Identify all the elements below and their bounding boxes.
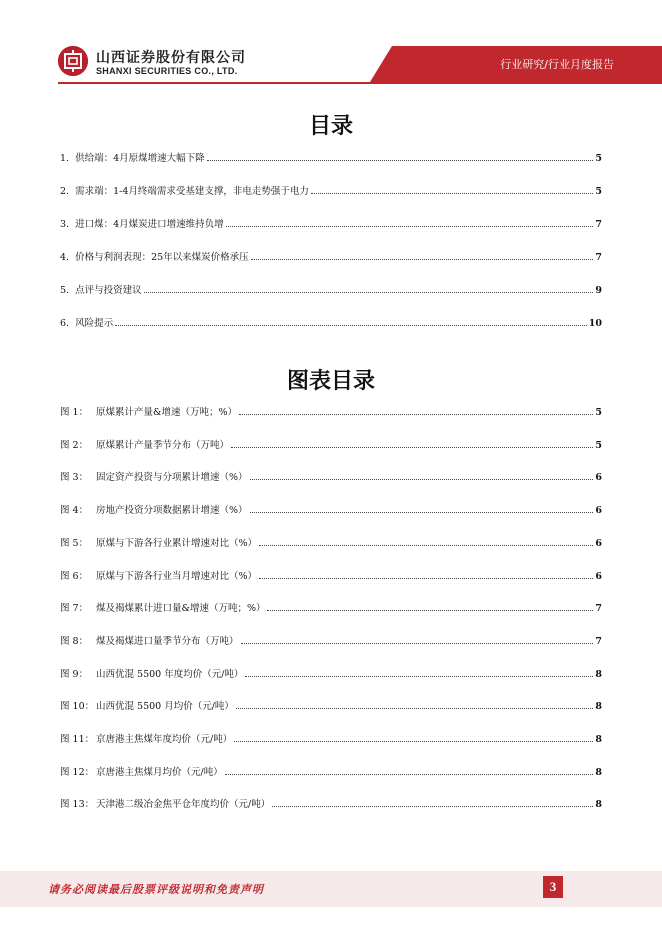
toc-entry[interactable] (60, 313, 602, 329)
dot-leader (251, 258, 594, 260)
shanxi-securities-logo-icon (58, 46, 88, 76)
dot-leader (241, 642, 594, 644)
figure-number: 图 7： (60, 603, 89, 615)
toc-page-number: 8 (595, 799, 602, 811)
toc-page-number: 8 (595, 668, 602, 680)
figure-toc-entry[interactable] (60, 402, 602, 418)
toc-entry-title: 需求端：1-4月终端需求受基建支撑，非电走势强于电力 (75, 186, 309, 197)
figure-number: 图 2： (60, 439, 89, 451)
figure-number: 图 5： (60, 537, 89, 549)
toc-page-number: 5 (595, 153, 602, 164)
dot-leader (267, 609, 593, 611)
toc-entry-title: 价格与利润表现：25年以来煤炭价格承压 (75, 252, 249, 263)
company-name-en: SHANXI SECURITIES CO., LTD. (96, 66, 238, 76)
figure-title: 原煤累计产量&增速（万吨；%） (96, 407, 237, 418)
toc-entry-title: 进口煤：4月煤炭进口增速维持负增 (75, 219, 224, 230)
figure-number: 图 9： (60, 668, 89, 680)
toc-page-number: 7 (595, 635, 602, 647)
figure-toc-entry[interactable] (60, 533, 602, 549)
figure-toc-entry[interactable] (60, 631, 602, 647)
report-type-label: 行业研究/行业月度报告 (500, 58, 614, 71)
figure-toc-entry[interactable] (60, 598, 602, 614)
toc-page-number: 8 (595, 701, 602, 713)
figure-number: 图 11： (60, 734, 95, 745)
figure-toc-entry[interactable] (60, 794, 602, 810)
dot-leader (272, 805, 593, 807)
toc-entry-number: 6. (60, 318, 70, 329)
toc-entry-title: 供给端：4月原煤增速大幅下降 (75, 153, 205, 164)
figure-title: 原煤累计产量季节分布（万吨） (96, 439, 230, 451)
figure-number: 图 4： (60, 505, 89, 517)
figure-title: 原煤与下游各行业当月增速对比（%） (96, 570, 258, 582)
toc-title: 目录 (308, 114, 353, 139)
toc-entry[interactable] (60, 181, 602, 197)
toc-entry[interactable] (60, 148, 602, 164)
dot-leader (207, 159, 594, 161)
figure-toc-entry[interactable] (60, 664, 602, 680)
company-name-cn: 山西证券股份有限公司 (96, 50, 246, 66)
dot-leader (259, 544, 593, 546)
toc-page-number: 7 (595, 252, 602, 263)
figure-title: 原煤与下游各行业累计增速对比（%） (96, 537, 258, 549)
toc-page-number: 7 (595, 603, 602, 615)
toc-entry[interactable] (60, 280, 602, 296)
figure-number: 图 12： (60, 766, 95, 778)
figure-toc-entry[interactable] (60, 467, 602, 483)
dot-leader (245, 675, 593, 677)
toc-entry-number: 2. (60, 186, 70, 197)
dot-leader (225, 773, 594, 775)
toc-page-number: 9 (595, 285, 602, 296)
figures-toc-title: 图表目录 (286, 369, 375, 394)
figure-number: 图 8： (60, 635, 89, 647)
dot-leader (236, 707, 593, 709)
toc-page-number: 5 (595, 186, 602, 197)
toc-page-number: 7 (595, 219, 602, 230)
dot-leader (250, 478, 594, 480)
figure-number: 图 3： (60, 472, 89, 484)
dot-leader (234, 740, 593, 742)
figure-toc-entry[interactable] (60, 500, 602, 516)
figure-number: 图 13： (60, 799, 95, 811)
figure-toc-entry[interactable] (60, 435, 602, 451)
toc-page-number: 6 (595, 505, 602, 517)
figure-title: 京唐港主焦煤年度均价（元/吨） (96, 734, 233, 745)
toc-page-number: 8 (595, 766, 602, 778)
figure-title: 煤及褐煤累计进口量&增速（万吨；%） (96, 603, 266, 615)
figure-toc-entry[interactable] (60, 762, 602, 778)
toc-page-number: 5 (595, 439, 602, 451)
toc-entry[interactable] (60, 214, 602, 230)
toc-page-number: 5 (595, 407, 602, 418)
dot-leader (226, 225, 594, 227)
toc-page-number: 10 (588, 318, 602, 329)
toc-entry-number: 5. (60, 285, 70, 296)
header-divider (58, 82, 662, 84)
dot-leader (259, 577, 593, 579)
dot-leader (250, 511, 594, 513)
figure-title: 天津港二级冶金焦平仓年度均价（元/吨） (96, 799, 271, 811)
page-number: 3 (543, 876, 563, 898)
toc-page-number: 6 (595, 570, 602, 582)
dot-leader (115, 324, 587, 326)
figure-number: 图 6： (60, 570, 89, 582)
toc-page-number: 8 (595, 734, 602, 745)
toc-entry-title: 风险提示 (75, 318, 114, 329)
toc-entry-number: 1. (60, 153, 70, 164)
figure-title: 山西优混 5500 年度均价（元/吨） (96, 668, 244, 680)
figure-title: 京唐港主焦煤月均价（元/吨） (96, 766, 223, 778)
figure-toc-entry[interactable] (60, 729, 602, 745)
figure-title: 山西优混 5500 月均价（元/吨） (96, 701, 234, 713)
toc-page-number: 6 (595, 537, 602, 549)
toc-entry-number: 4. (60, 252, 70, 263)
toc-entry-number: 3. (60, 219, 70, 230)
figure-title: 煤及褐煤进口量季节分布（万吨） (96, 635, 239, 647)
figure-toc-entry[interactable] (60, 566, 602, 582)
dot-leader (231, 446, 593, 448)
footer-disclaimer[interactable]: 请务必阅读最后股票评级说明和免责声明 (48, 883, 264, 896)
figure-title: 固定资产投资与分项累计增速（%） (96, 472, 248, 484)
dot-leader (144, 291, 594, 293)
dot-leader (239, 413, 593, 415)
toc-entry-title: 点评与投资建议 (75, 285, 142, 296)
figure-title: 房地产投资分项数据累计增速（%） (96, 505, 248, 517)
toc-page-number: 6 (595, 472, 602, 484)
figure-number: 图 10： (60, 701, 95, 713)
page-header (0, 0, 662, 88)
toc-entry[interactable] (60, 247, 602, 263)
dot-leader (311, 192, 593, 194)
figure-toc-entry[interactable] (60, 696, 602, 712)
figure-number: 图 1： (60, 407, 89, 418)
